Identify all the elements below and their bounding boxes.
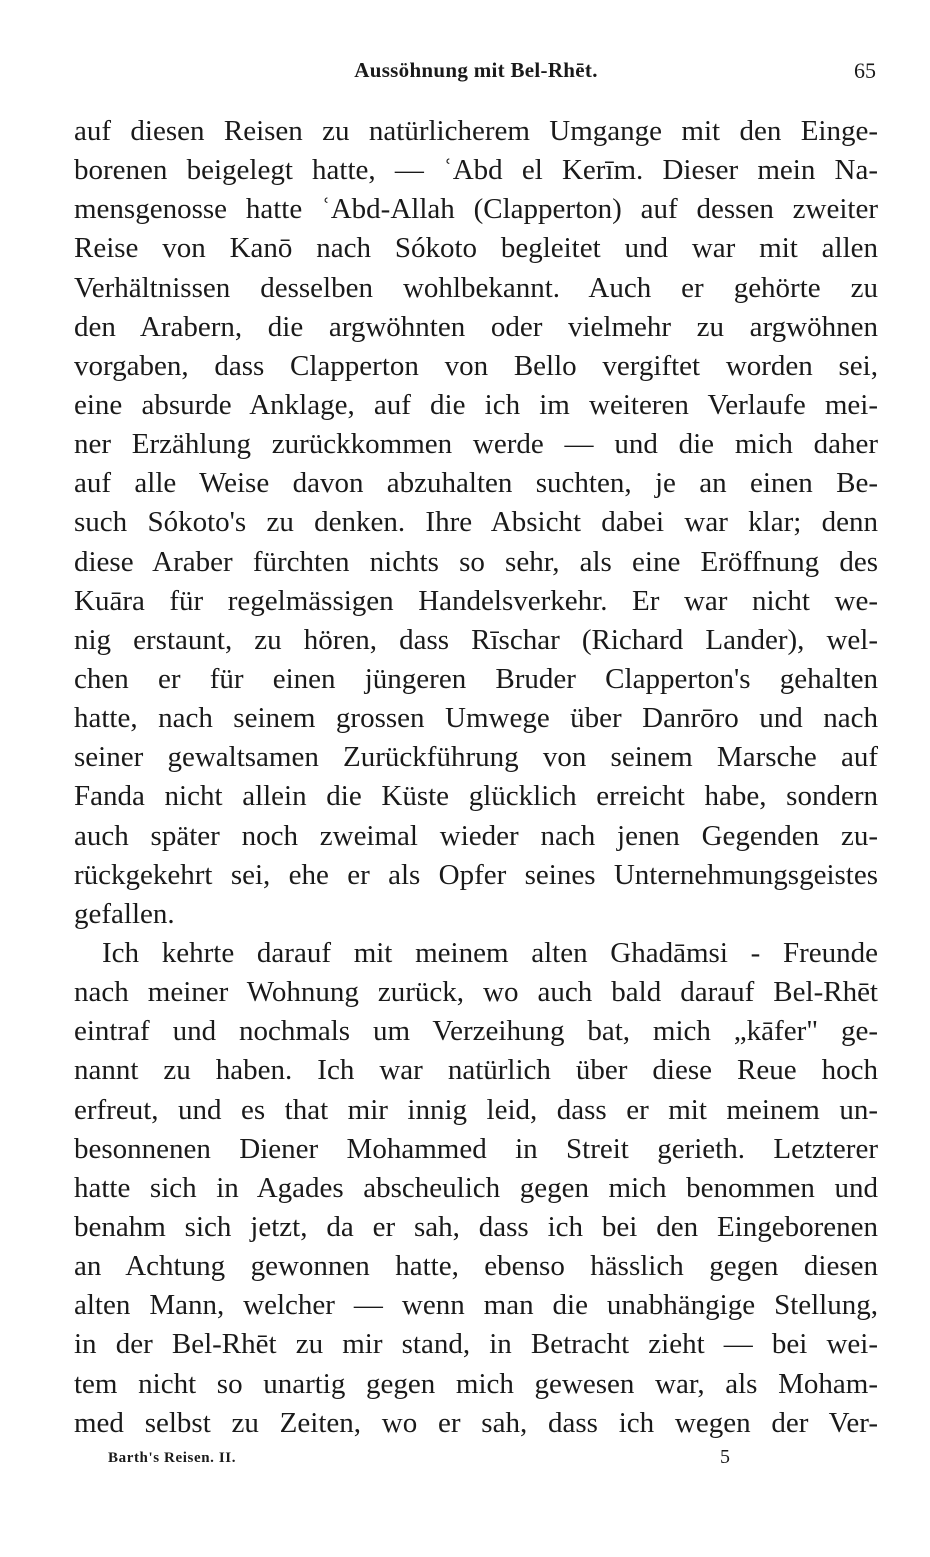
text-line: ner Erzählung zurückkommen werde — und die mich daher — [74, 428, 878, 461]
text-line: besonnenen Diener Mohammed in Streit gerieth. Letzterer — [74, 1132, 878, 1165]
text-line: auf diesen Reisen zu natürlicherem Umgange mit den Einge- — [74, 115, 878, 147]
text-line: nannt zu haben. Ich war natürlich über diese Reue hoch — [74, 1054, 878, 1087]
text-line: chen er für einen jüngeren Bruder Clapperton's gehalten — [74, 662, 878, 695]
sheet-number: 5 — [720, 1446, 730, 1468]
page-number: 65 — [854, 58, 876, 83]
paragraph-start-line: Ich kehrte darauf mit meinem alten Ghadāmsi - Freunde — [102, 936, 878, 969]
text-line: nig erstaunt, zu hören, dass Rīschar (Richard Lander), wel- — [74, 623, 878, 656]
text-line: hatte sich in Agades abscheulich gegen mich benommen und — [74, 1171, 878, 1204]
text-line: benahm sich jetzt, da er sah, dass ich bei den Eingeborenen — [74, 1210, 878, 1243]
running-head — [74, 58, 878, 88]
text-line: tem nicht so unartig gegen mich gewesen war, als Moham- — [74, 1367, 878, 1400]
text-line: seiner gewaltsamen Zurückführung von seinem Marsche auf — [74, 741, 878, 774]
text-line: mensgenosse hatte ʿAbd-Allah (Clapperton) auf dessen zweiter — [74, 193, 878, 226]
text-line: erfreut, und es that mir innig leid, dass er mit meinem un- — [74, 1093, 878, 1126]
text-line: auch später noch zweimal wieder nach jenen Gegenden zu- — [74, 819, 878, 852]
text-line: an Achtung gewonnen hatte, ebenso hässlich gegen diesen — [74, 1250, 878, 1283]
text-line: eintraf und nochmals um Verzeihung bat, mich „kāfer" ge- — [74, 1015, 878, 1048]
text-line: alten Mann, welcher — wenn man die unabhängige Stellung, — [74, 1289, 878, 1322]
text-line: Fanda nicht allein die Küste glücklich erreicht habe, sondern — [74, 780, 878, 813]
text-line: med selbst zu Zeiten, wo er sah, dass ich wegen der Ver- — [74, 1406, 878, 1439]
text-line: diese Araber fürchten nichts so sehr, als eine Eröffnung des — [74, 545, 878, 578]
running-title: Aussöhnung mit Bel-Rhēt. — [354, 58, 598, 82]
text-line: eine absurde Anklage, auf die ich im weiteren Verlaufe mei- — [74, 388, 878, 421]
text-line: vorgaben, dass Clapperton von Bello vergiftet worden sei, — [74, 349, 878, 382]
text-line: auf alle Weise davon abzuhalten suchten, je an einen Be- — [74, 467, 878, 500]
printer-signature: Barth's Reisen. II. — [108, 1450, 237, 1466]
text-line: den Arabern, die argwöhnten oder vielmehr zu argwöhnen — [74, 310, 878, 343]
text-line: hatte, nach seinem grossen Umwege über Danrōro und nach — [74, 702, 878, 735]
page-footer — [108, 1444, 768, 1474]
body-text — [74, 112, 878, 1443]
paragraph-end-line: gefallen. — [74, 897, 175, 930]
text-line: in der Bel-Rhēt zu mir stand, in Betracht zieht — bei wei- — [74, 1328, 878, 1361]
text-line: Reise von Kanō nach Sókoto begleitet und war mit allen — [74, 232, 878, 265]
text-line: such Sókoto's zu denken. Ihre Absicht dabei war klar; denn — [74, 506, 878, 539]
text-line: Verhältnissen desselben wohlbekannt. Auch er gehörte zu — [74, 271, 878, 304]
text-line: nach meiner Wohnung zurück, wo auch bald darauf Bel-Rhēt — [74, 976, 878, 1009]
text-line: Kuāra für regelmässigen Handelsverkehr. Er war nicht we- — [74, 584, 878, 617]
text-line: borenen beigelegt hatte, — ʿAbd el Kerīm. Dieser mein Na- — [74, 154, 878, 187]
text-line: rückgekehrt sei, ehe er als Opfer seines Unternehmungsgeistes — [74, 858, 878, 891]
